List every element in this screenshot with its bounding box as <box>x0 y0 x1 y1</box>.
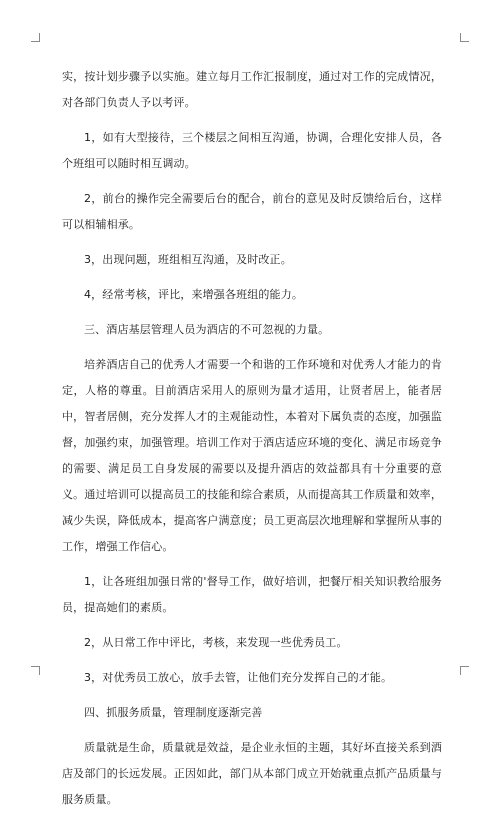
section-heading-3: 三、酒店基层管理人员为酒店的不可忽视的力量。 <box>84 323 330 336</box>
crop-mark-top-right <box>460 33 469 42</box>
paragraph-item-1b: 1，让各班组加强日常的'督导工作，做好培训，把餐厅相关知识教给服务员，提高她们的素质。 <box>62 575 442 614</box>
crop-mark-top-left <box>31 33 40 42</box>
crop-mark-bottom-left <box>31 666 40 675</box>
crop-mark-bottom-right <box>460 666 469 675</box>
paragraph-continuation: 实，按计划步骤予以实施。建立每月工作汇报制度，通过对工作的完成情况，对各部门负责人予以考评。 <box>62 70 442 109</box>
paragraph-item-3: 3，出现问题，班组相互沟通，及时改正。 <box>84 253 292 266</box>
section-heading-4: 四、抓服务质量，管理制度逐渐完善 <box>84 706 263 719</box>
paragraph-item-2: 2，前台的操作完全需要后台的配合，前台的意见及时反馈给后台，这样可以相辅相承。 <box>62 192 442 231</box>
paragraph-item-4: 4，经常考核，评比，来增强各班组的能力。 <box>84 288 303 301</box>
paragraph-quality: 质量就是生命，质量就是效益，是企业永恒的主题，其好坏直接关系到酒店及部门的长远发展。正因如此，部门从本部门成立开始就重点抓产品质量与服务质量。 <box>62 741 442 806</box>
paragraph-training: 培养酒店自己的优秀人才需要一个和谐的工作环境和对优秀人才能力的肯定，人格的尊重。目前酒店采用人的原则为量才适用，让贤者居上，能者居中，智者居侧，充分发挥人才的主观能动性，本着对下属负责的态度，加强监督，加强约束，加强管理。培训工作对于酒店适应环境的变化、满足市场竞争的需要、满足员工自身发展的需要以及提升酒店的效益都具有十分重要的意义。通过培训可以提高员工的技能和综合素质，从而提高其工作质量和效率，减少失误，降低成本，提高客户满意度；员工更高层次地理解和掌握所从事的工作，增强工作信心。 <box>62 358 442 553</box>
document-body <box>62 64 442 822</box>
paragraph-item-1: 1，如有大型接待，三个楼层之间相互沟通，协调，合理化安排人员，各个班组可以随时相互调动。 <box>62 131 442 170</box>
paragraph-item-2b: 2，从日常工作中评比，考核，来发现一些优秀员工。 <box>84 636 348 649</box>
paragraph-item-3b: 3，对优秀员工放心，放手去管，让他们充分发挥自己的才能。 <box>84 671 393 684</box>
